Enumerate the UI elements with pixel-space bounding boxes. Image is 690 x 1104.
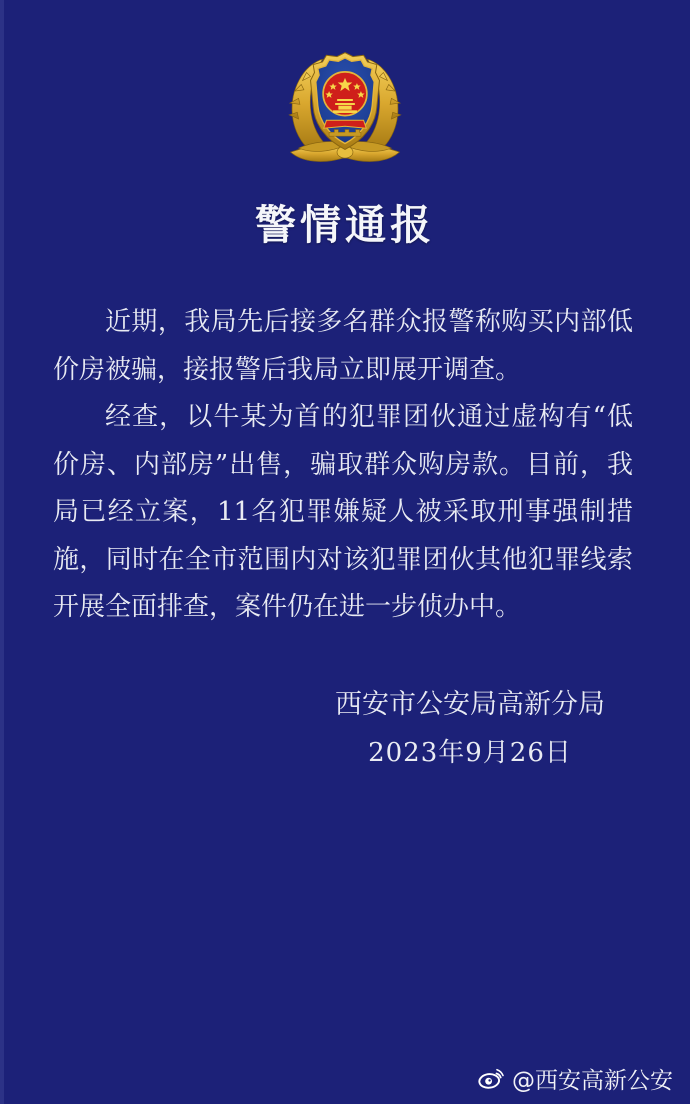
- notice-paragraph-1: 近期，我局先后接多名群众报警称购买内部低价房被骗，接报警后我局立即展开调查。: [53, 307, 633, 385]
- police-badge-icon: [278, 46, 412, 172]
- notice-body: [53, 299, 633, 632]
- police-badge-emblem: [278, 46, 412, 172]
- notice-title: 警情通报: [255, 201, 435, 249]
- notice-date: 2023年9月26日: [368, 738, 572, 768]
- weibo-watermark: [478, 1062, 673, 1095]
- signature-block: [250, 681, 690, 777]
- weibo-handle: @西安高新公安: [512, 1068, 673, 1094]
- weibo-icon: [478, 1067, 505, 1090]
- issuing-authority: 西安市公安局高新分局: [335, 689, 605, 720]
- notice-paragraph-2: 经查，以牛某为首的犯罪团伙通过虚构有“低价房、内部房”出售，骗取群众购房款。目前，我局已经立案，11名犯罪嫌疑人被采取刑事强制措施，同时在全市范围内对该犯罪团伙其他犯罪线索开展全面排查，案件仍在进一步侦办中。: [53, 402, 633, 622]
